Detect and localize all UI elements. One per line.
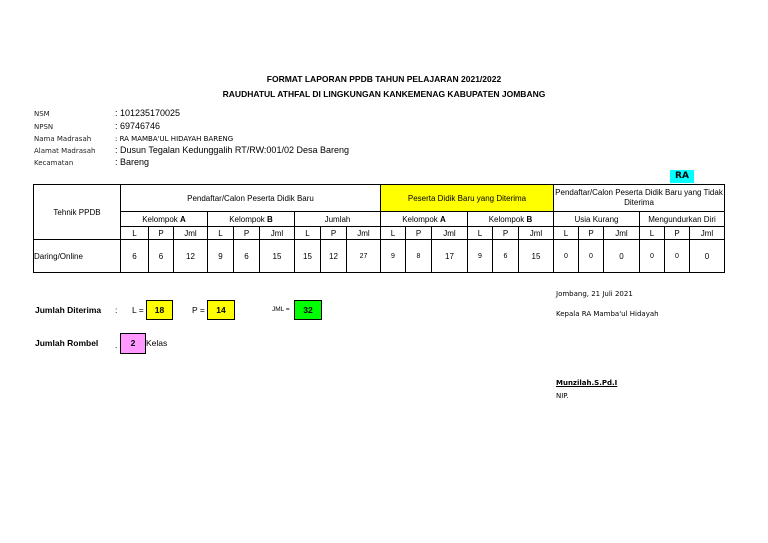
l-value-box: 18: [146, 300, 173, 320]
cell: 15: [519, 240, 554, 273]
npsn-value: : 69746746: [115, 121, 161, 131]
npsn-label: NPSN: [34, 123, 54, 131]
cell: 0: [640, 240, 665, 273]
alamat-value: : Dusun Tegalan Kedunggalih RT/RW:001/02 Desa Bareng: [115, 145, 349, 155]
cell: 15: [295, 240, 321, 273]
cell: 6: [234, 240, 260, 273]
jumlah-diterima-label: Jumlah Diterima: [35, 305, 102, 315]
group-pendaftar-header: Pendaftar/Calon Peserta Didik Baru: [121, 185, 381, 212]
row-label: Daring/Online: [34, 240, 121, 273]
jumlah-diterima-colon: :: [115, 305, 118, 315]
p-value-box: 14: [207, 300, 235, 320]
nama-madrasah-label: Nama Madrasah: [34, 135, 92, 143]
jumlah-rombel-colon: .: [115, 340, 118, 350]
nsm-value: : 101235170025: [115, 108, 181, 118]
cell: 27: [347, 240, 381, 273]
signatory-nip: NIP.: [556, 392, 569, 400]
kelompok-a-header: Kelompok A: [121, 212, 208, 227]
group-tidak-diterima-header: Pendaftar/Calon Peserta Didik Baru yang Tidak Diterima: [554, 185, 725, 212]
table-row: [34, 240, 725, 273]
group-diterima-header: Peserta Didik Baru yang Diterima: [381, 185, 554, 212]
cell: 17: [432, 240, 468, 273]
cell: 6: [121, 240, 149, 273]
cell: 6: [149, 240, 174, 273]
usia-kurang-header: Usia Kurang: [554, 212, 640, 227]
cell: 0: [604, 240, 640, 273]
jumlah-header: Jumlah: [295, 212, 381, 227]
kelompok-b-header: Kelompok B: [208, 212, 295, 227]
l-label: L =: [132, 305, 144, 315]
jml-value-box: 32: [294, 300, 322, 320]
cell: 12: [174, 240, 208, 273]
nama-madrasah-value: : RA MAMBA'UL HIDAYAH BARENG: [115, 135, 234, 143]
cell: 15: [260, 240, 295, 273]
cell: 9: [468, 240, 493, 273]
nsm-label: NSM: [34, 110, 50, 118]
signatory-position: Kepala RA Mamba'ul Hidayah: [556, 310, 659, 318]
diterima-kelompok-a-header: Kelompok A: [381, 212, 468, 227]
cell: 8: [406, 240, 432, 273]
kecamatan-value: : Bareng: [115, 157, 150, 167]
report-subtitle: RAUDHATUL ATHFAL DI LINGKUNGAN KANKEMENAG KABUPATEN JOMBANG: [222, 89, 546, 99]
cell: 12: [321, 240, 347, 273]
p-label: P =: [192, 305, 205, 315]
lpjml-header-row: L P Jml L P Jml L P Jml L P Jml L P Jml L P Jml L P Jml: [34, 227, 725, 240]
rombel-unit: Kelas: [146, 338, 168, 348]
alamat-label: Alamat Madrasah: [34, 147, 96, 155]
diterima-kelompok-b-header: Kelompok B: [468, 212, 554, 227]
ppdb-table: [33, 184, 725, 273]
signatory-name: Munzilah.S.Pd.I: [556, 379, 618, 387]
jumlah-rombel-label: Jumlah Rombel: [35, 338, 99, 348]
ra-badge: RA: [670, 170, 694, 183]
tehnik-header: Tehnik PPDB: [34, 185, 121, 240]
mengundurkan-diri-header: Mengundurkan Diri: [640, 212, 725, 227]
cell: 0: [579, 240, 604, 273]
cell: 9: [208, 240, 234, 273]
cell: 0: [665, 240, 690, 273]
place-date: Jombang, 21 Juli 2021: [556, 290, 633, 298]
cell: 9: [381, 240, 406, 273]
jml-label: JML =: [272, 306, 290, 313]
report-title: FORMAT LAPORAN PPDB TAHUN PELAJARAN 2021/2022: [266, 74, 502, 84]
cell: 0: [554, 240, 579, 273]
rombel-value-box: 2: [120, 333, 146, 354]
cell: 6: [493, 240, 519, 273]
cell: 0: [690, 240, 725, 273]
kecamatan-label: Kecamatan: [34, 159, 74, 167]
